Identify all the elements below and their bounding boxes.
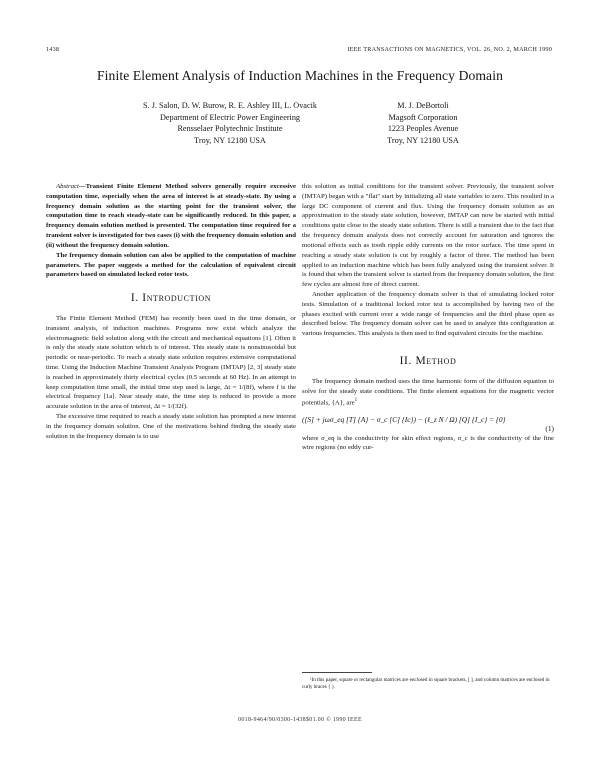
right-column	[302, 182, 554, 453]
abstract-p2: The frequency domain solution can also be applied to the computation of machine parameters. The paper suggests a method for the calculation of equivalent circuit parameters based on simulated locked rotor tests.	[46, 251, 296, 279]
equation-number: (1)	[545, 423, 554, 433]
author-block-right	[364, 100, 482, 146]
journal-header: IEEE TRANSACTIONS ON MAGNETICS, VOL. 26, NO. 2, MARCH 1990	[347, 46, 552, 53]
footnote-marker: 1	[354, 398, 358, 404]
footnote: ¹In this paper, square or rectangular matrices are enclosed in square brackets, [ ], and column matrices are enclosed in curly braces { }.	[302, 677, 550, 690]
footnote-rule	[302, 672, 372, 673]
equation-block	[302, 412, 554, 432]
right-p2: Another application of the frequency domain solver is that of simulating locked rotor tests. Simulation of a traditional locked rotor test is accomplished by having two of the phases excited with current over a wide range of frequencies and the third phase open as described below. The frequency domain solver can be used to analyze this configuration at various frequencies. This analysis is then used to find equivalent circuits for the machine.	[302, 290, 554, 338]
author-street: 1223 Peoples Avenue	[387, 124, 459, 134]
author-city-right: Troy, NY 12180 USA	[387, 135, 459, 145]
author-names-right: M. J. DeBortoli	[397, 101, 449, 110]
copyright-code: 0018-9464/90/0300-1438$01.00 © 1990 IEEE	[238, 717, 362, 723]
intro-p1: The Finite Element Method (FEM) has recently been used in the time domain, or transient analysis, of induction machines. Programs now exist which analyze the electromagnetic field solution along with the circuit and mechanical equations [1]. Often it is only the steady state solution which is of interest. This steady state is nonsinusoidal but periodic or near-periodic. To reach a steady state solution requires extensive computational time. Using the Induction Machine Transient Analysis Program (IMTAP) [2, 3] steady state is reached in approximately thirty electrical cycles (0.5 seconds at 60 Hz). In an attempt to keep computation time small, the initial time step used is large, Δt = 1/(8f), where f is the electrical frequency [1a]. Near steady state, the time step is reduced to provide a more accurate solution in the area of interest, Δt = 1/(32f).	[46, 314, 296, 411]
author-city-left: Troy, NY 12180 USA	[194, 135, 266, 145]
abstract-label: Abstract	[56, 183, 79, 190]
page-number: 1438	[46, 46, 60, 53]
author-dept: Department of Electric Power Engineering	[159, 112, 301, 122]
author-block-left	[112, 100, 348, 146]
abstract-p1: Abstract—Transient Finite Element Method solvers generally require excessive computation time, especially when the area of interest is at steady-state. By using a frequency domain solution as the starting point for the transient solver, the computation time to reach steady-state can be significantly reduced. In this paper, a frequency domain solution method is presented. The computation time required for a transient solver is investigated for two cases (i) with the frequency domain solution and (ii) without the frequency domain solution.	[46, 183, 296, 249]
method-p1: The frequency domain method uses the time harmonic form of the diffusion equation to solve for the steady state conditions. The finite element equations for the magnetic vector potentials, {A}, are$^1$	[302, 377, 554, 407]
right-p1: this solution as initial conditions for the transient solver. Previously, the transient solver (IMTAP) began with a "flat" start by initializing all state variables to zero. This resulted in a large DC component of current and flux. Using the frequency domain solution as an approximation to the steady state solution, however, IMTAP can now be started with initial conditions quite close to the steady state solution. There is still a transient due to the fact that the frequency domain analysis does not correctly account for saturation and ignores the motional effects such as tooth ripple eddy currents on the rotor surface. The time spent in reaching a steady state solution is cut by roughly a factor of three. The method has been applied to an induction machine which has been fully analyzed using the transient solver. It is found that when the transient solver is started from the frequency domain solution, the first few cycles are almost free of direct current.	[302, 183, 554, 289]
paper-title: Finite Element Analysis of Induction Machines in the Frequency Domain	[97, 68, 503, 83]
equation-1: ([S] + jωσ_eq [T] {A} − σ_c [C] {Ic}) − (ℓ_z N / Ω) [Q] {I_c} = {0}	[302, 414, 506, 424]
left-column	[46, 182, 296, 442]
method-heading: II. Method	[399, 355, 457, 367]
method-p2: where σ_eq is the conductivity for skin effect regions, σ_c is the conductivity of the fine wire regions (no eddy cur-	[302, 434, 554, 452]
author-names-left: S. J. Salon, D. W. Burow, R. E. Ashley III, L. Ovacik	[143, 101, 317, 110]
author-institute: Rensselaer Polytechnic Institute	[177, 124, 283, 134]
author-org: Magsoft Corporation	[388, 112, 458, 122]
intro-heading: I. Introduction	[130, 292, 212, 305]
intro-p2: The excessive time required to reach a steady state solution has prompted a new interest in the frequency domain solution. One of the motivations behind finding the steady state solution in the frequency domain is to use	[46, 413, 296, 440]
